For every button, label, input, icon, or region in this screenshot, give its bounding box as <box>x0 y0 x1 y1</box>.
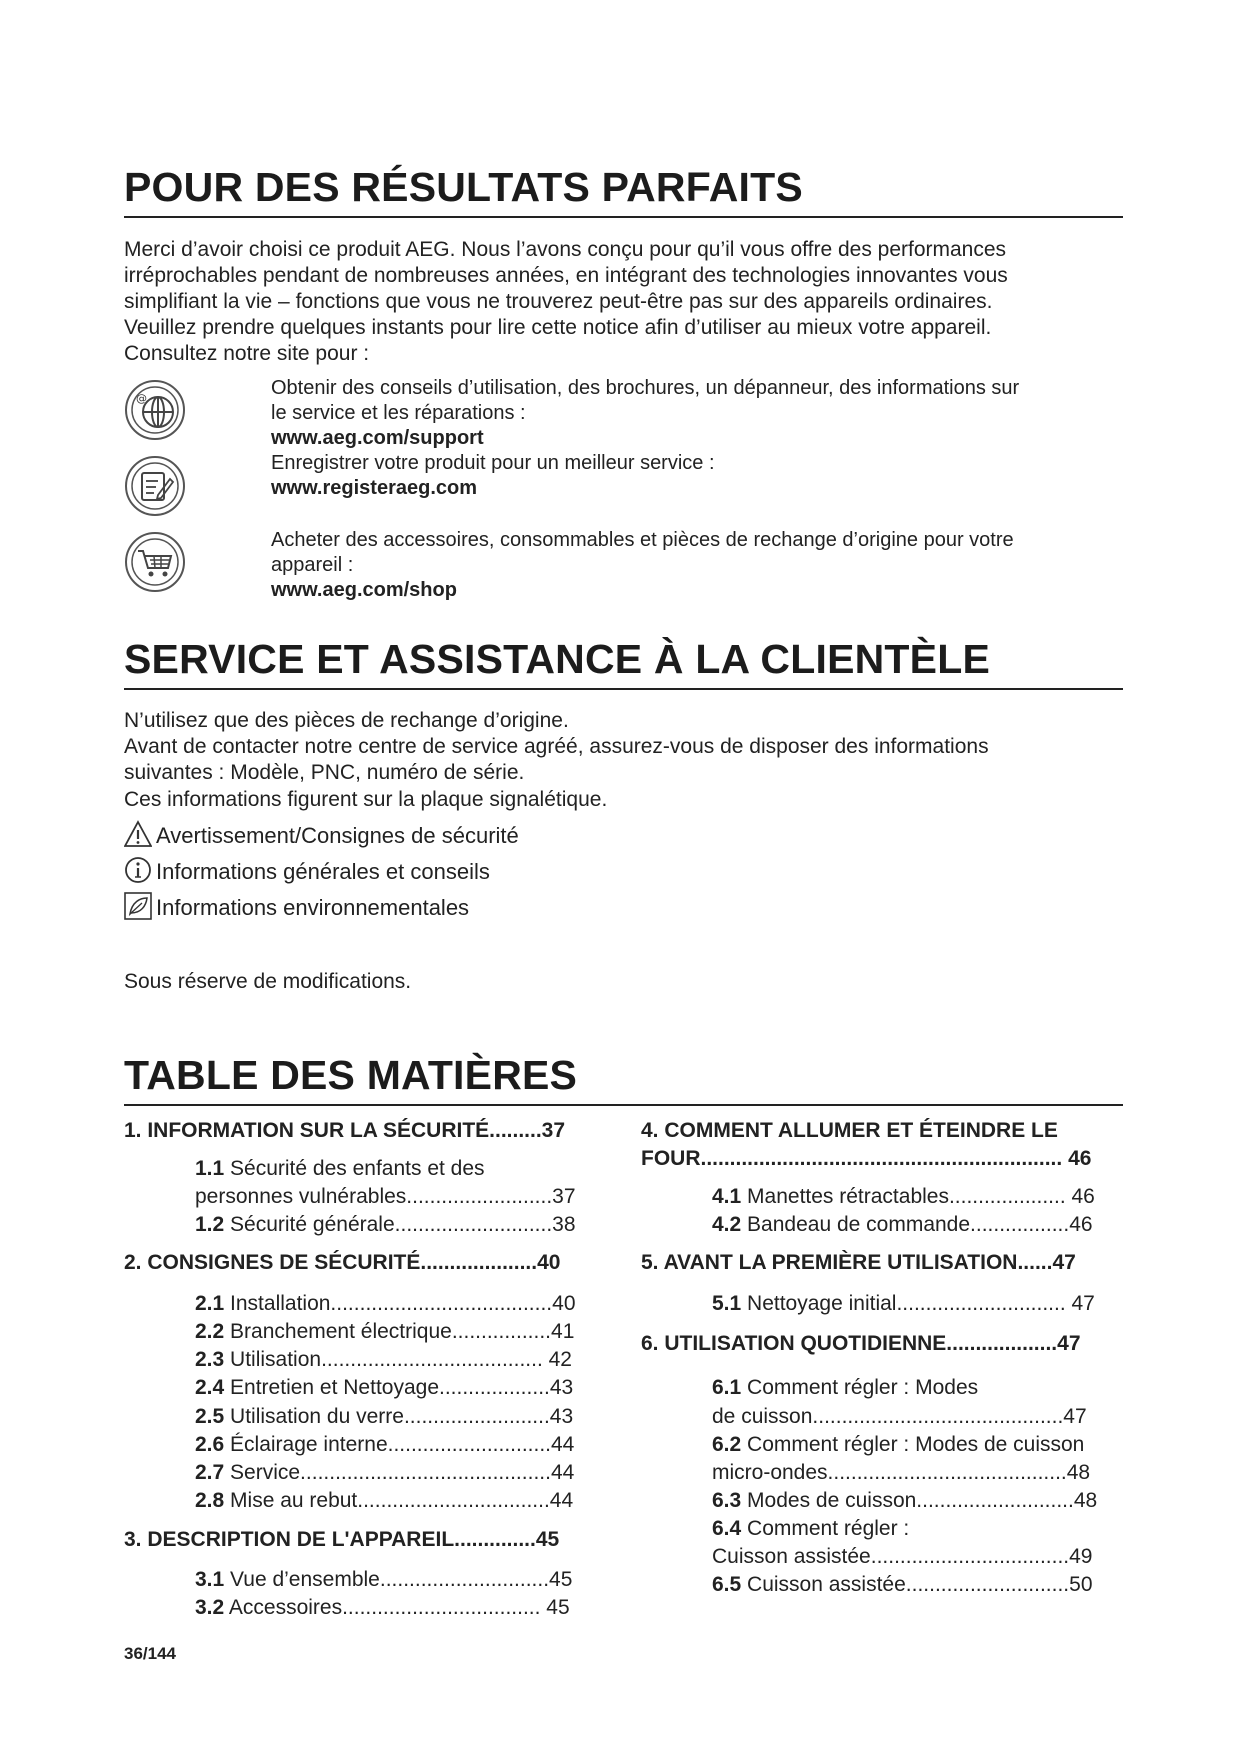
toc-item-5-1[interactable]: 5.1 Nettoyage initial............................. 47 <box>712 1292 1095 1315</box>
toc-item-4-2[interactable]: 4.2 Bandeau de commande.................46 <box>712 1213 1093 1236</box>
toc-item-2-4[interactable]: 2.4 Entretien et Nettoyage...................43 <box>195 1376 574 1399</box>
toc-heading-4-cont[interactable]: FOUR.............................................................. 46 <box>641 1147 1092 1170</box>
svg-text:@: @ <box>136 392 147 405</box>
register-icon <box>124 455 186 517</box>
toc-heading-4[interactable]: 4. COMMENT ALLUMER ET ÉTEINDRE LE <box>641 1119 1058 1142</box>
service-line-4: Ces informations figurent sur la plaque signalétique. <box>124 788 608 811</box>
intro-line-4: Veuillez prendre quelques instants pour lire cette notice afin d’utiliser au mieux votre appareil. <box>124 316 992 339</box>
cart-icon <box>124 531 186 593</box>
link-support-text-1: Obtenir des conseils d’utilisation, des brochures, un dépanneur, des informations sur <box>271 377 1020 399</box>
toc-item-2-3[interactable]: 2.3 Utilisation...................................... 42 <box>195 1348 572 1371</box>
toc-heading-1[interactable]: 1. INFORMATION SUR LA SÉCURITÉ.........37 <box>124 1119 566 1142</box>
toc-item-1-2[interactable]: 1.2 Sécurité générale...........................38 <box>195 1213 576 1236</box>
toc-item-6-4-cont[interactable]: Cuisson assistée..................................49 <box>712 1545 1093 1568</box>
section-title-toc: TABLE DES MATIÈRES <box>124 1052 1123 1106</box>
toc-item-6-1-cont[interactable]: de cuisson...........................................47 <box>712 1405 1087 1428</box>
link-shop-block <box>271 528 1131 603</box>
link-support-block <box>271 376 1131 501</box>
toc-heading-6[interactable]: 6. UTILISATION QUOTIDIENNE...................47 <box>641 1332 1081 1355</box>
service-line-1: N’utilisez que des pièces de rechange d’origine. <box>124 709 569 732</box>
section-title-resultats: POUR DES RÉSULTATS PARFAITS <box>124 164 1123 218</box>
toc-item-2-5[interactable]: 2.5 Utilisation du verre.........................43 <box>195 1405 574 1428</box>
link-shop-text-1: Acheter des accessoires, consommables et pièces de rechange d’origine pour votre <box>271 529 1014 551</box>
toc-item-6-1[interactable]: 6.1 Comment régler : Modes <box>712 1376 979 1399</box>
service-line-3: suivantes : Modèle, PNC, numéro de série. <box>124 761 525 784</box>
info-icon <box>124 856 152 884</box>
service-line-2: Avant de contacter notre centre de service agréé, assurez-vous de disposer des informations <box>124 735 989 758</box>
legend-info-label: Informations générales et conseils <box>156 859 490 884</box>
toc-item-2-6[interactable]: 2.6 Éclairage interne............................44 <box>195 1433 575 1456</box>
toc-heading-3[interactable]: 3. DESCRIPTION DE L'APPAREIL..............45 <box>124 1528 560 1551</box>
warning-icon <box>124 820 152 848</box>
toc-item-2-1[interactable]: 2.1 Installation......................................40 <box>195 1292 576 1315</box>
legend-environment-label: Informations environnementales <box>156 895 470 920</box>
globe-icon <box>124 379 186 441</box>
link-register-text: Enregistrer votre produit pour un meilleur service : <box>271 452 715 474</box>
toc-item-6-2-cont[interactable]: micro-ondes.........................................48 <box>712 1461 1091 1484</box>
toc-item-1-1-cont[interactable]: personnes vulnérables.........................37 <box>195 1185 576 1208</box>
toc-item-6-4[interactable]: 6.4 Comment régler : <box>712 1517 910 1540</box>
toc-item-4-1[interactable]: 4.1 Manettes rétractables.................... 46 <box>712 1185 1095 1208</box>
toc-item-3-1[interactable]: 3.1 Vue d’ensemble.............................45 <box>195 1568 573 1591</box>
link-shop-url[interactable]: www.aeg.com/shop <box>271 579 457 601</box>
leaf-icon <box>124 892 152 920</box>
section-title-service: SERVICE ET ASSISTANCE À LA CLIENTÈLE <box>124 636 1123 690</box>
page-number: 36/144 <box>124 1644 176 1663</box>
toc-item-2-2[interactable]: 2.2 Branchement électrique.................41 <box>195 1320 575 1343</box>
toc-heading-2[interactable]: 2. CONSIGNES DE SÉCURITÉ....................40 <box>124 1251 561 1274</box>
link-support-text-2: le service et les réparations : <box>271 402 526 424</box>
toc-heading-5[interactable]: 5. AVANT LA PREMIÈRE UTILISATION......47 <box>641 1251 1076 1274</box>
intro-line-5: Consultez notre site pour : <box>124 342 370 365</box>
intro-line-2: irréprochables pendant de nombreuses années, en intégrant des technologies innovantes vous <box>124 264 1008 287</box>
intro-line-3: simplifiant la vie – fonctions que vous ne trouverez peut-être pas sur des appareils ordinaires. <box>124 290 993 313</box>
toc-item-6-5[interactable]: 6.5 Cuisson assistée............................50 <box>712 1573 1093 1596</box>
legend-warning-label: Avertissement/Consignes de sécurité <box>156 823 519 848</box>
legend-environment <box>124 892 469 923</box>
legend-info <box>124 856 490 887</box>
modifications-note: Sous réserve de modifications. <box>124 970 412 993</box>
toc-item-3-2[interactable]: 3.2 Accessoires.................................. 45 <box>195 1596 570 1619</box>
link-support-url[interactable]: www.aeg.com/support <box>271 427 484 449</box>
toc-item-2-7[interactable]: 2.7 Service...........................................44 <box>195 1461 575 1484</box>
legend-warning <box>124 820 519 851</box>
toc-item-2-8[interactable]: 2.8 Mise au rebut.................................44 <box>195 1489 574 1512</box>
toc-item-6-2[interactable]: 6.2 Comment régler : Modes de cuisson <box>712 1433 1085 1456</box>
toc-item-1-1[interactable]: 1.1 Sécurité des enfants et des <box>195 1157 485 1180</box>
link-shop-text-2: appareil : <box>271 554 354 576</box>
intro-line-1: Merci d’avoir choisi ce produit AEG. Nous l’avons conçu pour qu’il vous offre des performances <box>124 238 1007 261</box>
link-register-url[interactable]: www.registeraeg.com <box>271 477 477 499</box>
toc-item-6-3[interactable]: 6.3 Modes de cuisson...........................48 <box>712 1489 1098 1512</box>
